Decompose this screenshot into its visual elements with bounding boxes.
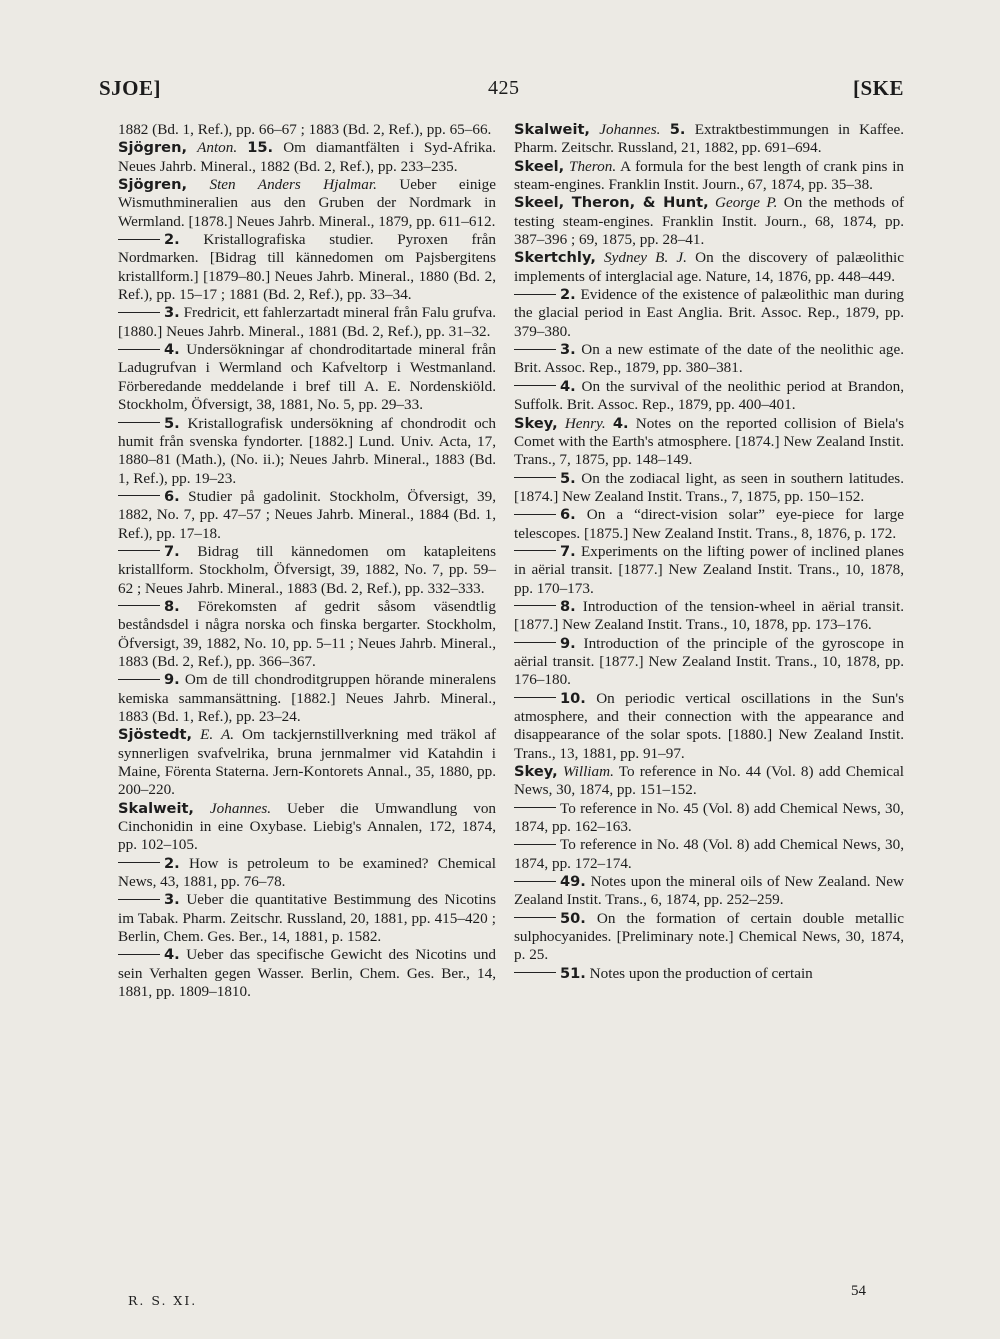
bibliography-entry [118,891,496,946]
bibliography-entry [514,286,904,341]
author-given-name: Johannes. [599,121,661,138]
entry-text: Undersökningar af chondroditartade mineral från Ladugrufvan i Wermland och Kafveltorp i Westmanland. Förberedande meddelande i bref till A. E. Nordenskiöld. Stockholm, Öfversigt, 38, 1881, No. 5, pp. 29–33. [118,341,497,414]
author-given-name: E. A. [200,726,235,744]
ditto-rule [118,495,160,496]
entry-text: Studier på gadolinit. Stockholm, Öfversigt, 39, 1882, No. 7, pp. 47–57 ; Neues Jahrb. Mineral., 1884 (Bd. 1, Ref.), pp. 17–18. [118,487,496,542]
entry-number: 2. [164,854,180,872]
ditto-rule [514,697,556,698]
bibliography-entry [118,598,496,671]
entry-number: 4. [164,341,180,359]
ditto-rule [118,312,160,313]
ditto-rule [514,917,556,918]
author-given-name: George P. [715,194,778,212]
bibliography-entry [514,543,904,598]
entry-number: 6. [560,506,576,524]
author-name: Skeel, Theron, & Hunt, [514,194,709,212]
running-head-left: SJOE] [99,76,162,100]
bibliography-entry [118,543,496,598]
bibliography-entry [118,800,496,855]
bibliography-entry [118,176,496,231]
bibliography-entry [118,231,496,304]
entry-text: Om tackjernstillverkning med träkol af synnerligen svafvelrika, bruna jernmalmer vid Katahdin i Maine, Förenta Staterna. Jern-Kontorets Annal., 35, 1880, pp. 200–220. [118,726,496,799]
entry-text: Experiments on the lifting power of inclined planes in aërial transit. [1877.] New Zealand Instit. Trans., 10, 1878, pp. 170–173. [514,542,905,597]
bibliography-entry [514,763,904,800]
entry-text: On a new estimate of the date of the neolithic age. Brit. Assoc. Rep., 1879, pp. 380–381. [514,341,904,377]
bibliography-entry [514,194,904,249]
entry-text: How is petroleum to be examined? Chemical News, 43, 1881, pp. 76–78. [118,854,497,891]
entry-text: On a “direct-vision solar” eye-piece for large telescopes. [1875.] New Zealand Instit. Trans., 8, 1876, p. 172. [514,506,905,542]
entry-number: 2. [560,286,576,304]
entry-text: On the survival of the neolithic period at Brandon, Suffolk. Brit. Assoc. Rep., 1879, pp. 400–401. [514,377,904,414]
entry-text: Fredricit, ett fahlerzartadt mineral från Falu grufva. [1880.] Neues Jahrb. Mineral., 1881 (Bd. 2, Ref.), pp. 31–32. [118,304,496,340]
bibliography-entry [514,506,904,543]
entry-number: 50. [560,909,586,927]
entry-number: 4. [164,946,180,964]
entry-text: Introduction of the principle of the gyroscope in aërial transit. [1877.] New Zealand Instit. Trans., 10, 1878, pp. 176–180. [514,634,905,689]
entry-number: 3. [164,304,180,322]
author-given-name: Sydney B. J. [604,249,687,267]
ditto-rule [118,679,160,680]
bibliography-entry [514,836,904,873]
entry-text: Ueber die quantitative Bestimmung des Nicotins im Tabak. Pharm. Zeitschr. Russland, 20, 1881, pp. 415–420 ; Berlin, Chem. Ges. Ber., 14, 1881, p. 1582. [118,891,496,946]
author-name: Skertchly, [514,249,596,267]
entry-number: 8. [164,597,180,615]
ditto-rule [514,294,556,295]
entry-text: To reference in No. 45 (Vol. 8) add Chemical News, 30, 1874, pp. 162–163. [514,799,904,836]
sheet-number: 54 [851,1283,866,1299]
entry-text: Evidence of the existence of palæolithic man during the glacial period in East Anglia. Brit. Assoc. Rep., 1879, pp. 379–380. [514,286,905,340]
bibliography-entry [514,249,904,286]
entry-number: 9. [164,671,180,689]
entry-text: On the methods of testing steam-engines. Franklin Instit. Journ., 68, 1874, pp. 387–396 ; 69, 1875, pp. 28–41. [514,194,905,249]
entry-text: Notes on the reported collision of Biela's Comet with the Earth's atmosphere. [1874.] New Zealand Instit. Trans., 7, 1875, pp. 148–149. [514,414,905,469]
entry-number: 5. [560,469,576,487]
bibliography-entry [118,139,496,176]
bibliography-entry [514,470,904,507]
entry-number: 15. [247,139,274,157]
author-name: Sjögren, [118,139,188,157]
ditto-rule [514,550,556,551]
bibliography-entry [514,873,904,910]
entry-text: Introduction of the tension-wheel in aërial transit. [1877.] New Zealand Instit. Trans., 10, 1878, pp. 173–176. [514,597,904,634]
entry-number: 49. [560,873,586,891]
ditto-rule [118,605,160,606]
ditto-rule [118,550,160,551]
entry-text: Förekomsten af gedrit såsom väsendtlig beståndsdel i några norska och finska bergarter. Stockholm, Öfversigt, 39, 1882, No. 10, pp. 5–11 ; Neues Jahrb. Mineral., 1883 (Bd. 2, Ref.), pp. 366–367. [118,597,496,670]
bibliography-entry [514,910,904,965]
entry-number: 8. [560,597,576,615]
author-name: Skey, [514,414,558,432]
bibliography-entry [514,121,904,158]
author-given-name: Johannes. [209,799,272,817]
author-given-name: Henry. [564,414,606,432]
entry-text: On the formation of certain double metallic sulphocyanides. [Preliminary note.] Chemical News, 30, 1874, p. 25. [514,909,904,964]
author-name: Skeel, [514,157,565,175]
bibliography-entry [118,726,496,799]
bibliography-entry [118,304,496,341]
bibliography-entry [514,158,904,195]
author-given-name: Theron. [569,157,617,175]
entry-number: 9. [560,634,576,652]
bibliography-entry [514,800,904,837]
author-name: Skey, [514,763,558,781]
entry-text: Om diamantfälten i Syd-Afrika. Neues Jahrb. Mineral., 1882 (Bd. 2, Ref.), pp. 233–235. [118,139,497,175]
entry-number: 7. [560,542,576,560]
entry-text: Ueber das specifische Gewicht des Nicotins und sein Verhalten gegen Wasser. Berlin, Chem. Ges. Ber., 14, 1881, pp. 1809–1810. [118,946,497,1001]
author-name: Skalweit, [118,799,194,817]
bibliography-entry [514,341,904,378]
ditto-rule [514,972,556,973]
ditto-rule [514,807,556,808]
bibliography-entry [118,415,496,488]
ditto-rule [118,349,160,350]
author-name: Sjöstedt, [118,726,193,744]
bibliography-entry [118,341,496,414]
page-number: 425 [488,77,520,99]
ditto-rule [118,239,160,240]
entry-text: Bidrag till kännedomen om katapleitens kristallform. Stockholm, Öfversigt, 39, 1882, No. 7, pp. 59–62 ; Neues Jahrb. Mineral., 1883 (Bd. 2, Ref.), pp. 332–333. [118,542,497,597]
bibliography-entry [514,415,904,470]
entry-text: Kristallografiska studier. Pyroxen från Nordmarken. [Bidrag till kännedomen om Pajsbergitens kristallform.] [1879–80.] Neues Jahrb. Mineral., 1880 (Bd. 2, Ref.), pp. 15–17 ; 1881 (Bd. 2, Ref.), pp. 33–34. [118,231,496,304]
author-given-name: William. [562,763,614,781]
bibliography-entry [514,378,904,415]
bibliography-entry [118,855,496,892]
ditto-rule [514,881,556,882]
entry-text: Kristallografisk undersökning af chondrodit och humit från svenska fyndorter. [1882.] Lund. Univ. Acta, 17, 1880–81 (Math.), (No. ii.); Neues Jahrb. Mineral., 1883 (Bd. 1, Ref.), pp. 19–23. [118,414,497,487]
bibliography-entry [514,690,904,763]
right-column [514,121,904,983]
entry-text: 1882 (Bd. 1, Ref.), pp. 66–67 ; 1883 (Bd. 2, Ref.), pp. 65–66. [118,121,492,138]
bibliography-entry [118,121,496,139]
entry-number: 2. [164,231,180,249]
entry-number: 6. [164,487,180,505]
bibliography-entry [514,965,904,983]
entry-text: On the zodiacal light, as seen in southern latitudes. [1874.] New Zealand Instit. Trans., 7, 1875, pp. 150–152. [514,469,905,505]
author-name: Sjögren, [118,176,188,194]
entry-number: 5. [164,414,180,432]
entry-text: On the discovery of palæolithic implements of interglacial age. Nature, 14, 1876, pp. 448–449. [514,249,905,285]
signature-mark: R. S. XI. [128,1293,198,1308]
entry-text: On periodic vertical oscillations in the Sun's atmosphere, and their connection with the appearance and disappearance of the solar spots. [1880.] New Zealand Instit. Trans., 13, 1881, pp. 91–97. [514,689,905,762]
ditto-rule [514,385,556,386]
entry-number: 51. [560,964,586,982]
entry-text: A formula for the best length of crank pins in steam-engines. Franklin Instit. Journ., 67, 1874, pp. 35–38. [514,157,905,194]
bibliography-entry [118,946,496,1001]
left-column [118,121,496,1002]
bibliography-entry [514,598,904,635]
entry-text: To reference in No. 44 (Vol. 8) add Chemical News, 30, 1874, pp. 151–152. [514,763,904,799]
running-head-right: [SKE [853,76,905,100]
ditto-rule [514,605,556,606]
ditto-rule [514,477,556,478]
ditto-rule [118,899,160,900]
entry-number: 5. [669,121,686,138]
ditto-rule [118,862,160,863]
entry-number: 4. [560,377,576,395]
entry-text: Om de till chondroditgruppen hörande mineralens kemiska sammansättning. [1882.] Neues Jahrb. Mineral., 1883 (Bd. 1, Ref.), pp. 23–24. [118,671,497,725]
entry-number: 3. [560,341,576,359]
entry-text: Ueber einige Wismuthmineralien aus den Gruben der Nordmark in Wermland. [1878.] Neues Jahrb. Mineral., 1879, pp. 611–612. [118,176,496,230]
ditto-rule [118,422,160,423]
entry-number: 10. [560,689,586,707]
bibliography-entry [514,635,904,690]
entry-text: Notes upon the mineral oils of New Zealand. New Zealand Instit. Trans., 6, 1874, pp. 252–259. [514,873,904,909]
author-given-name: Sten Anders Hjalmar. [209,176,377,194]
entry-number: 3. [164,891,180,909]
author-given-name: Anton. [197,139,238,157]
entry-text: Ueber die Umwandlung von Cinchonidin in eine Oxybase. Liebig's Annalen, 172, 1874, pp. 102–105. [118,799,497,854]
entry-text: To reference in No. 48 (Vol. 8) add Chemical News, 30, 1874, pp. 172–174. [514,836,904,872]
bibliography-entry [118,671,496,726]
ditto-rule [514,349,556,350]
ditto-rule [118,954,160,955]
ditto-rule [514,642,556,643]
author-name: Skalweit, [514,121,590,138]
entry-text: Extraktbestimmungen in Kaffee. Pharm. Zeitschr. Russland, 21, 1882, pp. 691–694. [514,121,905,157]
entry-text: Notes upon the production of certain [589,964,813,982]
ditto-rule [514,844,556,845]
entry-number: 4. [612,414,629,432]
entry-number: 7. [164,542,180,560]
bibliography-entry [118,488,496,543]
ditto-rule [514,514,556,515]
